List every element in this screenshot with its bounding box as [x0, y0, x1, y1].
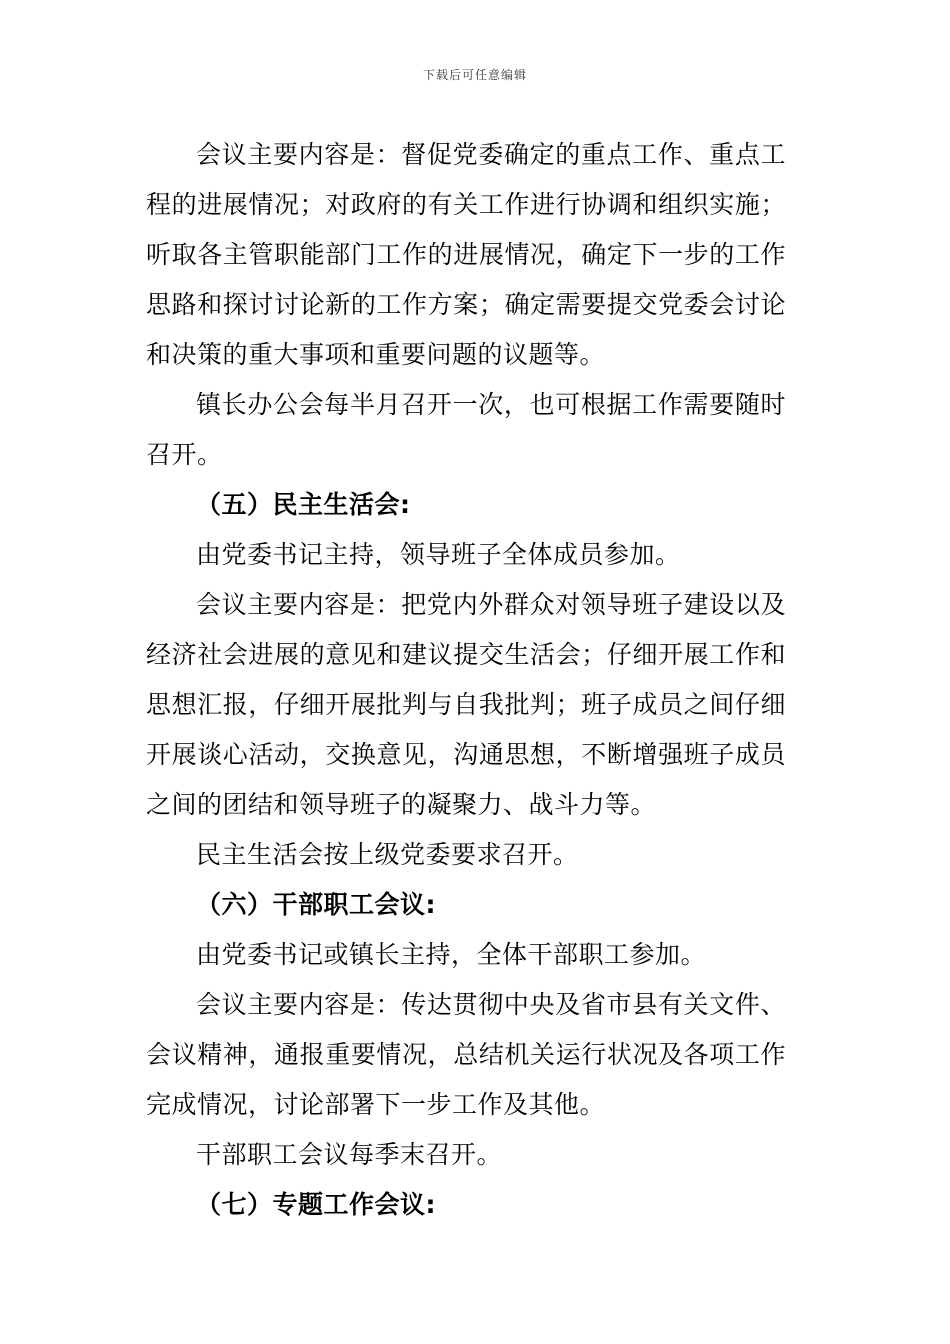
section-heading-special-work-meeting: （七）专题工作会议: [196, 1190, 436, 1219]
paragraph-staff-meeting-schedule: 干部职工会议每季末召开。 [196, 1140, 503, 1169]
section-heading-democratic-life-meeting: （五）民主生活会: [196, 490, 411, 519]
section-heading-staff-meeting: （六）干部职工会议: [196, 890, 436, 919]
paragraph-democratic-life-host: 由党委书记主持，领导班子全体成员参加。 [196, 540, 681, 569]
paragraph-democratic-life-content: 会议主要内容是：把党内外群众对领导班子建设以及经济社会进展的意见和建议提交生活会；仔细开展工作和思想汇报，仔细开展批判与自我批判；班子成员之间仔细开展谈心活动，交换意见，沟通思想，不断增强班子成员之间的团结和领导班子的凝聚力、战斗力等。 [146, 590, 786, 819]
paragraph-meeting-content: 会议主要内容是：督促党委确定的重点工作、重点工程的进展情况；对政府的有关工作进行协调和组织实施；听取各主管职能部门工作的进展情况，确定下一步的工作思路和探讨讨论新的工作方案；确定需要提交党委会讨论和决策的重大事项和重要问题的议题等。 [146, 140, 786, 369]
paragraph-democratic-life-schedule: 民主生活会按上级党委要求召开。 [196, 840, 579, 869]
page-header-note: 下载后可任意编辑 [422, 68, 527, 82]
paragraph-staff-meeting-host: 由党委书记或镇长主持，全体干部职工参加。 [196, 940, 707, 969]
paragraph-staff-meeting-content: 会议主要内容是：传达贯彻中央及省市县有关文件、会议精神，通报重要情况，总结机关运行状况及各项工作完成情况，讨论部署下一步工作及其他。 [146, 990, 786, 1119]
paragraph-mayor-meeting-frequency: 镇长办公会每半月召开一次，也可根据工作需要随时召开。 [146, 390, 786, 469]
document-body [146, 130, 786, 1230]
